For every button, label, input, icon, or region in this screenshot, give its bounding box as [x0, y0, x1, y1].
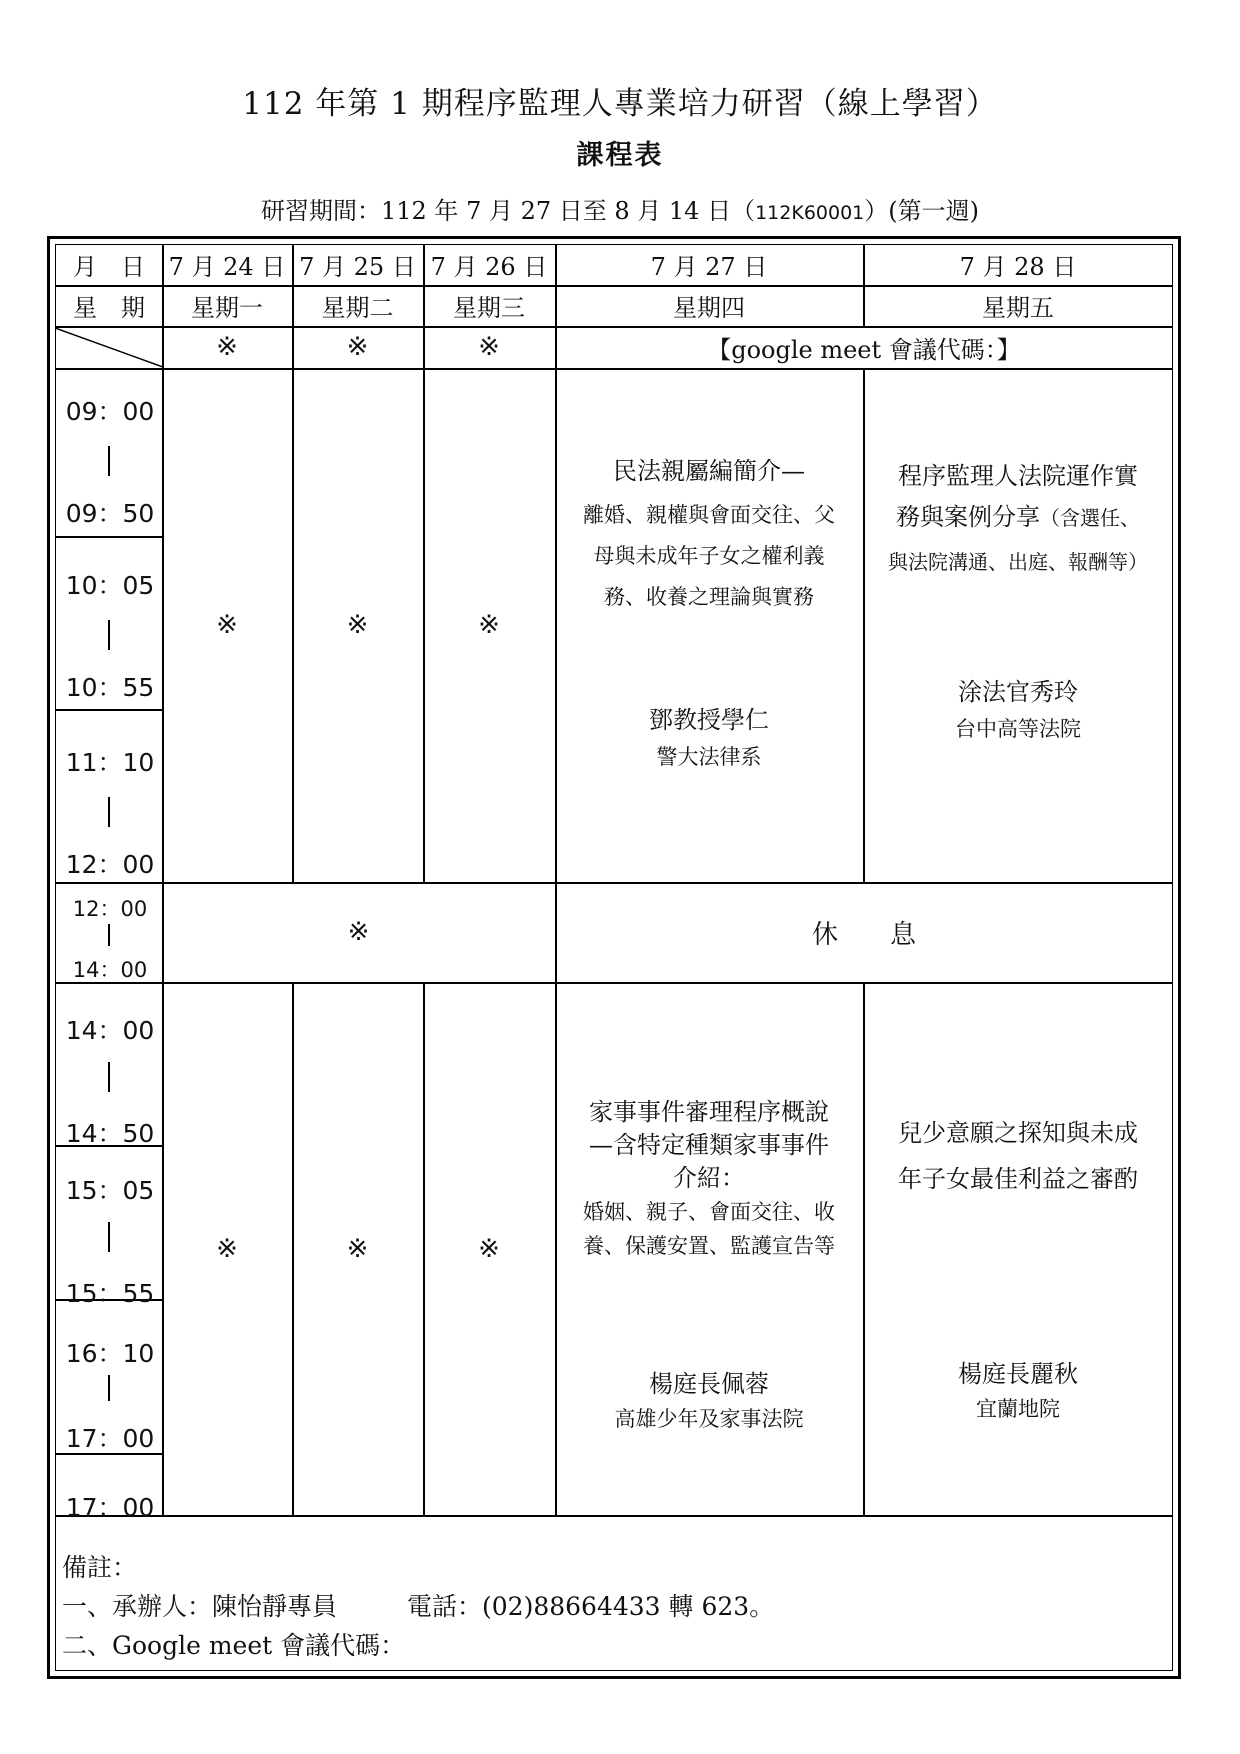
mark-wed-pm: ※: [478, 1233, 500, 1264]
time-start: 15：05: [65, 1176, 155, 1205]
last-time: 17：00: [65, 1493, 155, 1522]
date-wed: 7 月 26 日: [430, 253, 548, 281]
date-thu: 7 月 27 日: [650, 253, 768, 281]
time-dash: [108, 620, 110, 650]
thu-pm-lecturer: [555, 1364, 863, 1433]
weekday-header: 星 期: [73, 294, 145, 322]
lecturer-affiliation: 高雄少年及家事法院: [614, 1407, 804, 1431]
notes-item-meet: 二、Google meet 會議代碼：: [62, 1631, 406, 1660]
lecturer-name: 鄧教授學仁: [649, 706, 769, 734]
time-divider: [55, 709, 163, 711]
col-divider: [863, 368, 865, 882]
time-dash: [108, 1062, 110, 1092]
contact-person: 一、承辦人：陳怡靜專員: [62, 1592, 338, 1621]
document-title: 112 年第 1 期程序監理人專業培力研習（線上學習）: [242, 86, 998, 122]
weekday-mon: 星期一: [191, 294, 263, 322]
mark-tue-pm: ※: [346, 1233, 369, 1264]
notes-heading: 備註：: [62, 1553, 138, 1582]
time-start: 09：00: [65, 397, 155, 426]
time-dash: [108, 1375, 110, 1401]
fri-pm-course: [863, 1110, 1173, 1202]
thu-pm-course: [555, 1096, 863, 1263]
time-end: 10：55: [65, 673, 155, 702]
lecturer-affiliation: 宜蘭地院: [976, 1397, 1060, 1421]
time-end: 09：50: [65, 499, 155, 528]
fri-am-lecturer: [863, 672, 1173, 743]
period-suffix: ）(第一週): [864, 197, 979, 225]
break-mark: ※: [347, 917, 370, 947]
mark-mon-pm: ※: [216, 1233, 238, 1264]
training-period: [0, 191, 1240, 226]
date-header: 月 日: [73, 253, 145, 281]
mark-wed: ※: [478, 332, 500, 362]
weekday-thu: 星期四: [673, 294, 745, 322]
notes-section: [62, 1548, 774, 1665]
thu-am-course: [555, 455, 863, 618]
row-divider: [55, 1515, 1173, 1517]
mark-tue-am: ※: [346, 610, 369, 640]
mark-mon: ※: [216, 332, 238, 362]
time-dash: [108, 446, 110, 476]
lecturer-name: 楊庭長佩蓉: [649, 1370, 769, 1398]
mark-tue: ※: [346, 332, 369, 362]
time-dash: [108, 924, 110, 946]
meet-code-header: 【google meet 會議代碼：】: [707, 335, 1021, 364]
course-line: 務、收養之理論與實務: [604, 585, 814, 610]
course-line: 程序監理人法院運作實: [898, 462, 1138, 490]
course-line: 兒少意願之探知與未成: [898, 1119, 1138, 1147]
time-start: 14：00: [65, 1016, 155, 1045]
course-line: 母與未成年子女之權利義: [593, 544, 825, 569]
lecturer-affiliation: 警大法律系: [656, 745, 762, 769]
fri-am-course: [863, 455, 1173, 583]
course-detail: 養、保護安置、監護宣告等: [583, 1234, 835, 1258]
course-line: 介紹：: [673, 1164, 745, 1192]
fri-pm-lecturer: [863, 1354, 1173, 1423]
time-start: 11：10: [65, 748, 155, 777]
course-line: 家事事件審理程序概說: [589, 1098, 829, 1126]
date-fri: 7 月 28 日: [959, 253, 1077, 281]
course-line: —含特定種類家事事件: [589, 1131, 829, 1159]
col-divider: [863, 982, 865, 1515]
period-label: 研習期間：112 年 7 月 27 日至 8 月 14 日（: [261, 197, 756, 225]
contact-phone: 電話：(02)88664433 轉 623。: [407, 1592, 775, 1621]
time-start: 16：10: [65, 1339, 155, 1368]
time-start: 10：05: [65, 571, 155, 600]
date-tue: 7 月 25 日: [299, 253, 416, 281]
time-divider: [55, 536, 163, 538]
mark-wed-am: ※: [478, 610, 500, 640]
time-dash: [108, 797, 110, 827]
course-code: 112K60001: [755, 202, 865, 224]
course-line: 年子女最佳利益之審酌: [898, 1165, 1138, 1193]
lecturer-name: 涂法官秀玲: [958, 678, 1078, 706]
mark-mon-am: ※: [216, 610, 238, 640]
document-subtitle: 課程表: [576, 140, 664, 171]
lecturer-affiliation: 台中高等法院: [955, 717, 1081, 741]
weekday-tue: 星期二: [321, 294, 394, 322]
time-end: 17：00: [65, 1424, 155, 1453]
col-divider: [555, 244, 557, 1515]
diagonal-corner: [55, 326, 163, 369]
course-detail: 婚姻、親子、會面交往、收: [583, 1200, 835, 1224]
time-end: 12：00: [65, 850, 155, 879]
course-line: 務與案例分享（含選任、: [896, 503, 1140, 531]
weekday-fri: 星期五: [982, 294, 1054, 322]
course-note: 與法院溝通、出庭、報酬等）: [888, 550, 1148, 574]
date-mon: 7 月 24 日: [168, 253, 286, 281]
time-dash: [108, 1222, 110, 1252]
thu-am-lecturer: [555, 700, 863, 771]
time-end: 15：55: [65, 1279, 155, 1308]
weekday-wed: 星期三: [453, 294, 525, 322]
notes-item-contact: [62, 1587, 774, 1626]
break-end: 14：00: [72, 958, 148, 982]
lecturer-name: 楊庭長麗秋: [958, 1360, 1078, 1388]
break-label: 休 息: [811, 919, 916, 950]
course-line: 離婚、親權與會面交往、父: [583, 503, 835, 528]
time-end: 14：50: [65, 1119, 155, 1148]
break-start: 12：00: [72, 897, 148, 921]
course-title: 民法親屬編簡介—: [613, 457, 805, 485]
